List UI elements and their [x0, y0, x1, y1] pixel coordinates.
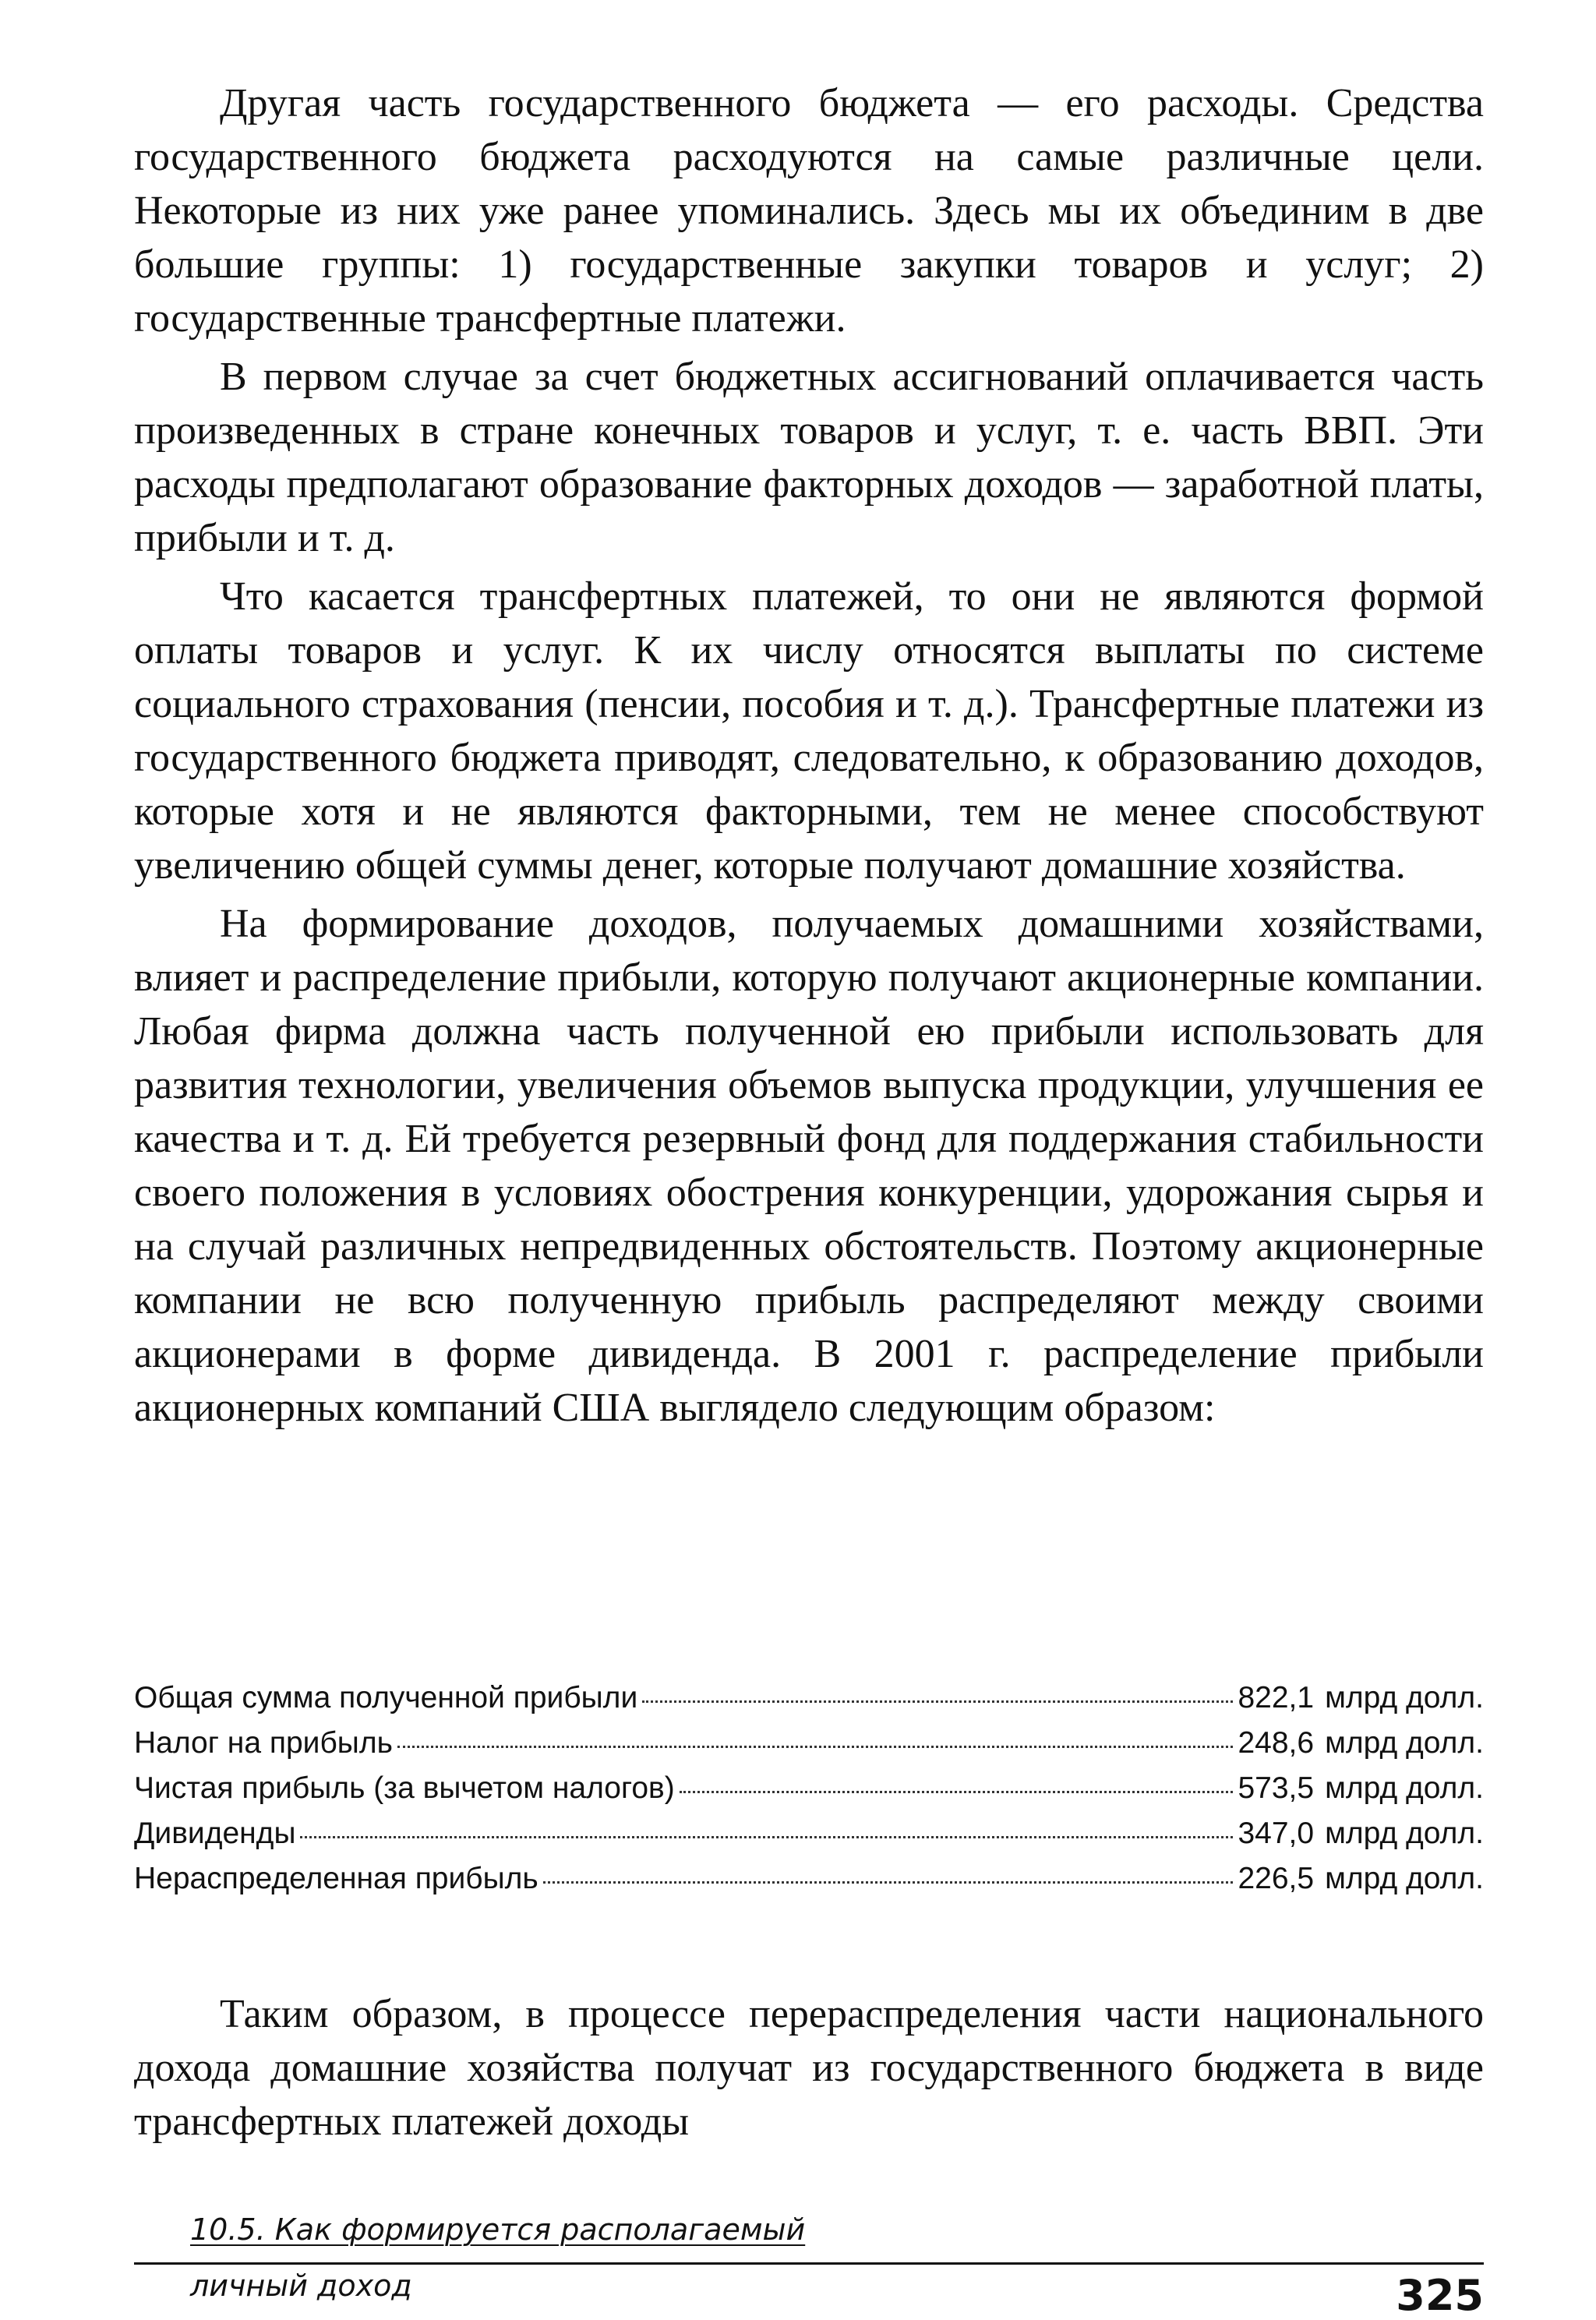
row-label: Налог на прибыль: [134, 1726, 393, 1760]
running-head-section: 10.5. Как формируется располагаемый: [190, 2212, 806, 2247]
row-unit: млрд долл.: [1325, 1817, 1484, 1850]
dot-leader: [397, 1746, 1234, 1748]
footer-rule: [134, 2262, 1484, 2265]
dot-leader: [543, 1881, 1234, 1884]
row-unit: млрд долл.: [1325, 1771, 1484, 1805]
paragraph-profit-distribution: На формирование доходов, получаемых домашними хозяйствами, влияет и распределение прибыли, которую получают акционерные компании. Любая фирма должна часть полученной ею прибыли использовать для развития технологии, увеличения объемов выпуска продукции, улучшения ее качества и т. д. Ей требуется резервный фонд для поддержания стабильности своего положения в условиях обострения конкуренции, удорожания сырья и на случай различных непредвиденных обстоятельств. Поэтому акционерные компании не всю полученную прибыль распределяют между своими акционерами в форме дивиденда. В 2001 г. распределение прибыли акционерных компаний США выглядело следующим образом:: [134, 902, 1484, 1430]
dot-leader: [680, 1791, 1234, 1793]
row-unit: млрд долл.: [1325, 1681, 1484, 1714]
row-value: [1238, 1856, 1484, 1902]
page-number: 325: [1396, 2271, 1484, 2320]
row-amount: 248,6: [1238, 1726, 1315, 1760]
dot-leader: [300, 1836, 1233, 1838]
table-row: [134, 1766, 1484, 1811]
row-label: Чистая прибыль (за вычетом налогов): [134, 1771, 675, 1805]
table-row: [134, 1811, 1484, 1856]
dot-leader: [642, 1700, 1233, 1703]
table-row: [134, 1721, 1484, 1766]
paragraph-budget-expenses: Другая часть государственного бюджета — его расходы. Средства государственного бюджета расходуются на самые различные цели. Некоторые из них уже ранее упоминались. Здесь мы их объединим в две большие группы: 1) государственные закупки товаров и услуг; 2) государственные трансфертные платежи.: [134, 81, 1484, 341]
running-head: [190, 2212, 805, 2304]
row-label: Дивиденды: [134, 1817, 296, 1850]
row-value: [1238, 1676, 1484, 1721]
row-label: Общая сумма полученной прибыли: [134, 1681, 638, 1714]
row-amount: 226,5: [1238, 1862, 1315, 1895]
row-label: Нераспределенная прибыль: [134, 1862, 538, 1895]
paragraph-government-purchases: В первом случае за счет бюджетных ассигнований оплачивается часть произведенных в стране конечных товаров и услуг, т. е. часть ВВП. Эти расходы предполагают образование факторных доходов — заработной платы, прибыли и т. д.: [134, 355, 1484, 560]
table-row: [134, 1856, 1484, 1902]
running-head-continuation: личный доход: [190, 2269, 412, 2303]
row-value: [1238, 1721, 1484, 1766]
row-amount: 347,0: [1238, 1817, 1315, 1850]
profit-distribution-table: [134, 1676, 1484, 1902]
row-value: [1238, 1766, 1484, 1811]
paragraph-closing: Таким образом, в процессе перераспределения части национального дохода домашние хозяйства получат из государственного бюджета в виде трансфертных платежей доходы: [134, 1992, 1484, 2144]
table-row: [134, 1676, 1484, 1721]
row-value: [1238, 1811, 1484, 1856]
paragraph-transfer-payments: Что касается трансфертных платежей, то они не являются формой оплаты товаров и услуг. К их числу относятся выплаты по системе социального страхования (пенсии, пособия и т. д.). Трансфертные платежи из государственного бюджета приводят, следовательно, к образованию доходов, которые хотя и не являются факторными, тем не менее способствуют увеличению общей суммы денег, которые получают домашние хозяйства.: [134, 574, 1484, 888]
row-amount: 822,1: [1238, 1681, 1315, 1714]
main-text: [134, 76, 1484, 1435]
closing-text: [134, 1987, 1484, 2149]
row-amount: 573,5: [1238, 1771, 1315, 1805]
row-unit: млрд долл.: [1325, 1862, 1484, 1895]
row-unit: млрд долл.: [1325, 1726, 1484, 1760]
